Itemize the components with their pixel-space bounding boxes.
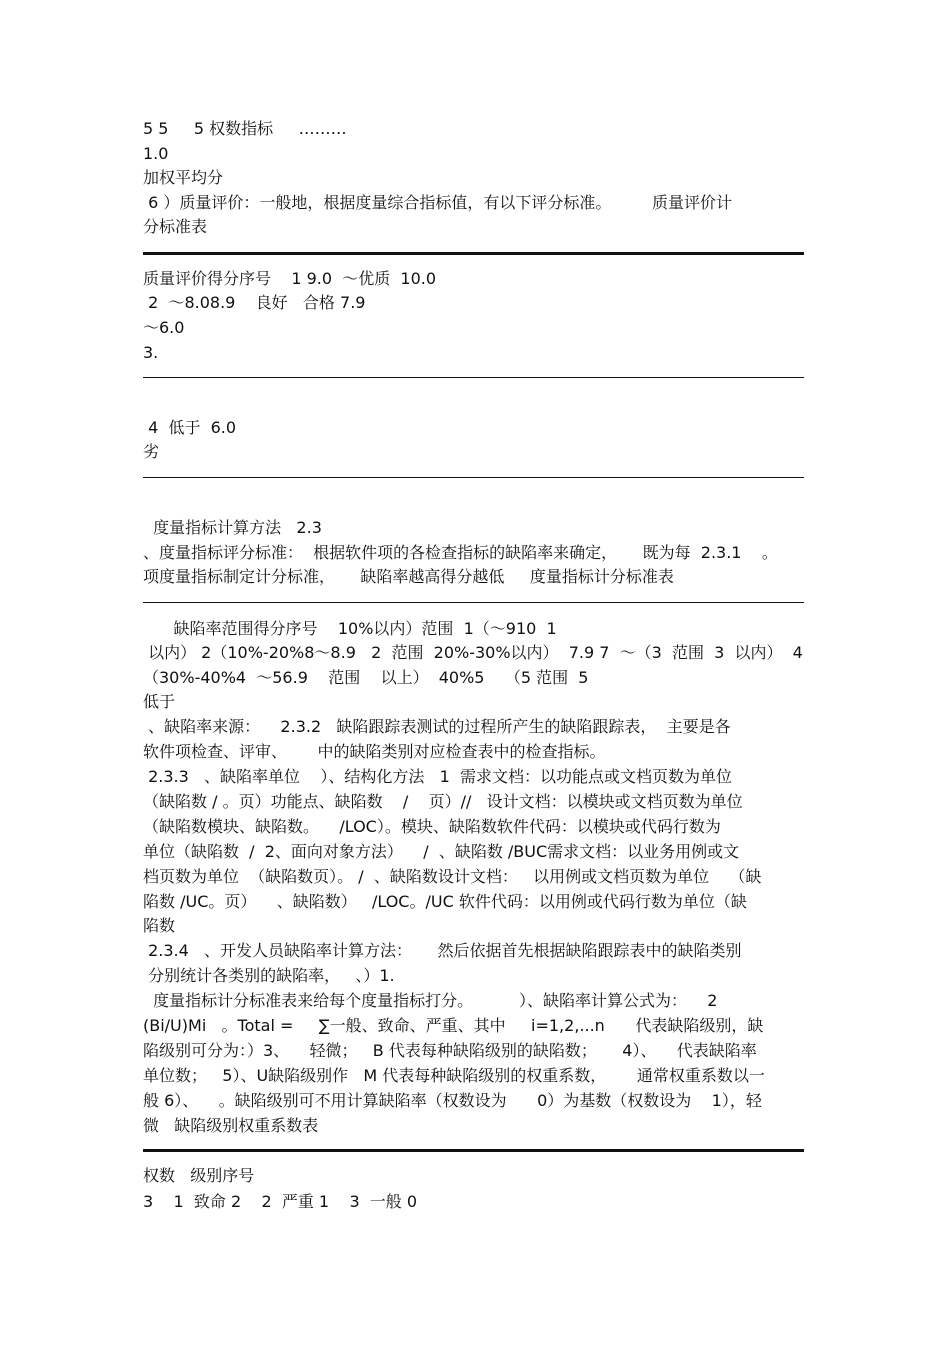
text-line: 缺陷率范围得分序号 10%以内）范围 1（～910 1 [143, 619, 557, 638]
text-line: (Bi/U)Mi 。Total = ∑一般、致命、严重、其中 i=1,2,...n 代表缺陷级别，缺 [143, 1016, 764, 1035]
text-line: 低于 [143, 692, 176, 711]
text-line: 3. [143, 343, 159, 362]
text-line: 质量评价得分序号 1 9.0 ～优质 10.0 [143, 269, 437, 288]
text-line: 加权平均分 [143, 168, 224, 187]
table-rule-top [143, 602, 804, 603]
text-line: 4 低于 6.0 [143, 418, 237, 437]
text-line: 单位（缺陷数 / 2、面向对象方法） / 、缺陷数 /BUC需求文档：以业务用例或文 [143, 842, 740, 861]
text-line: 1.0 [143, 144, 169, 163]
text-line: 3 1 致命 2 2 严重 1 3 一般 0 [143, 1192, 418, 1211]
text-line: 度量指标计分标准表来给每个度量指标打分。 ）、缺陷率计算公式为： 2 [143, 991, 718, 1010]
text-line: 陷级别可分为：）3、 轻微； B 代表每种缺陷级别的缺陷数； 4）、 代表缺陷率 [143, 1041, 757, 1060]
text-line: 陷数 /UC。页） 、缺陷数） /LOC。/UC 软件代码：以用例或代码行数为单位（缺 [143, 892, 747, 911]
text-line: 2 ～8.08.9 良好 合格 7.9 [143, 293, 366, 312]
table-rule-top [143, 1149, 804, 1152]
text-line: 般 6）、 。缺陷级别可不用计算缺陷率（权数设为 0）为基数（权数设为 1），轻 [143, 1091, 762, 1110]
text-line: 档页数为单位 （缺陷数页）。 / 、缺陷数设计文档： 以用例或文档页数为单位 （缺 [143, 867, 762, 886]
text-line: 6 ）质量评价：一般地，根据度量综合指标值，有以下评分标准。 质量评价计 [143, 193, 733, 212]
text-line: （30%-40%4 ～56.9 范围 以上） 40%5 （5 范围 5 [143, 668, 589, 687]
text-line: 权数 级别序号 [143, 1166, 255, 1185]
text-line: ～6.0 [143, 318, 185, 337]
text-line: 度量指标计算方法 2.3 [143, 518, 322, 537]
text-line: （缺陷数模块、缺陷数。 /LOC）。模块、缺陷数软件代码：以模块或代码行数为 [143, 817, 721, 836]
text-line: 软件项检查、评审、 中的缺陷类别对应检查表中的检查指标。 [143, 742, 606, 761]
text-line: 劣 [143, 442, 160, 461]
text-line: 分别统计各类别的缺陷率， 、）1. [143, 966, 395, 985]
text-line: 2.3.3 、缺陷率单位 ）、结构化方法 1 需求文档：以功能点或文档页数为单位 [143, 767, 733, 786]
text-line: 项度量指标制定计分标准， 缺陷率越高得分越低 度量指标计分标准表 [143, 567, 674, 586]
text-line: 、缺陷率来源： 2.3.2 缺陷跟踪表测试的过程所产生的缺陷跟踪表， 主要是各 [143, 717, 731, 736]
text-line: 分标准表 [143, 217, 208, 236]
text-line: 5 5 5 权数指标 ……… [143, 119, 347, 138]
table-rule-bottom [143, 477, 804, 478]
text-line: 、度量指标评分标准： 根据软件项的各检查指标的缺陷率来确定， 既为每 2.3.1 。 [143, 543, 778, 562]
text-line: （缺陷数 / 。页）功能点、缺陷数 / 页）// 设计文档：以模块或文档页数为单位 [143, 792, 743, 811]
table-rule [143, 377, 804, 378]
text-line: 单位数； 5）、U缺陷级别作 M 代表每种缺陷级别的权重系数， 通常权重系数以一 [143, 1066, 765, 1085]
text-line: 微 缺陷级别权重系数表 [143, 1116, 319, 1135]
text-line: 2.3.4 、开发人员缺陷率计算方法： 然后依据首先根据缺陷跟踪表中的缺陷类别 [143, 941, 742, 960]
table-rule-top [143, 252, 804, 255]
text-line: 以内） 2（10%-20%8～8.9 2 范围 20%-30%以内） 7.9 7 ～（3 范围 3 以内） 4 [143, 643, 803, 662]
text-line: 陷数 [143, 916, 176, 935]
